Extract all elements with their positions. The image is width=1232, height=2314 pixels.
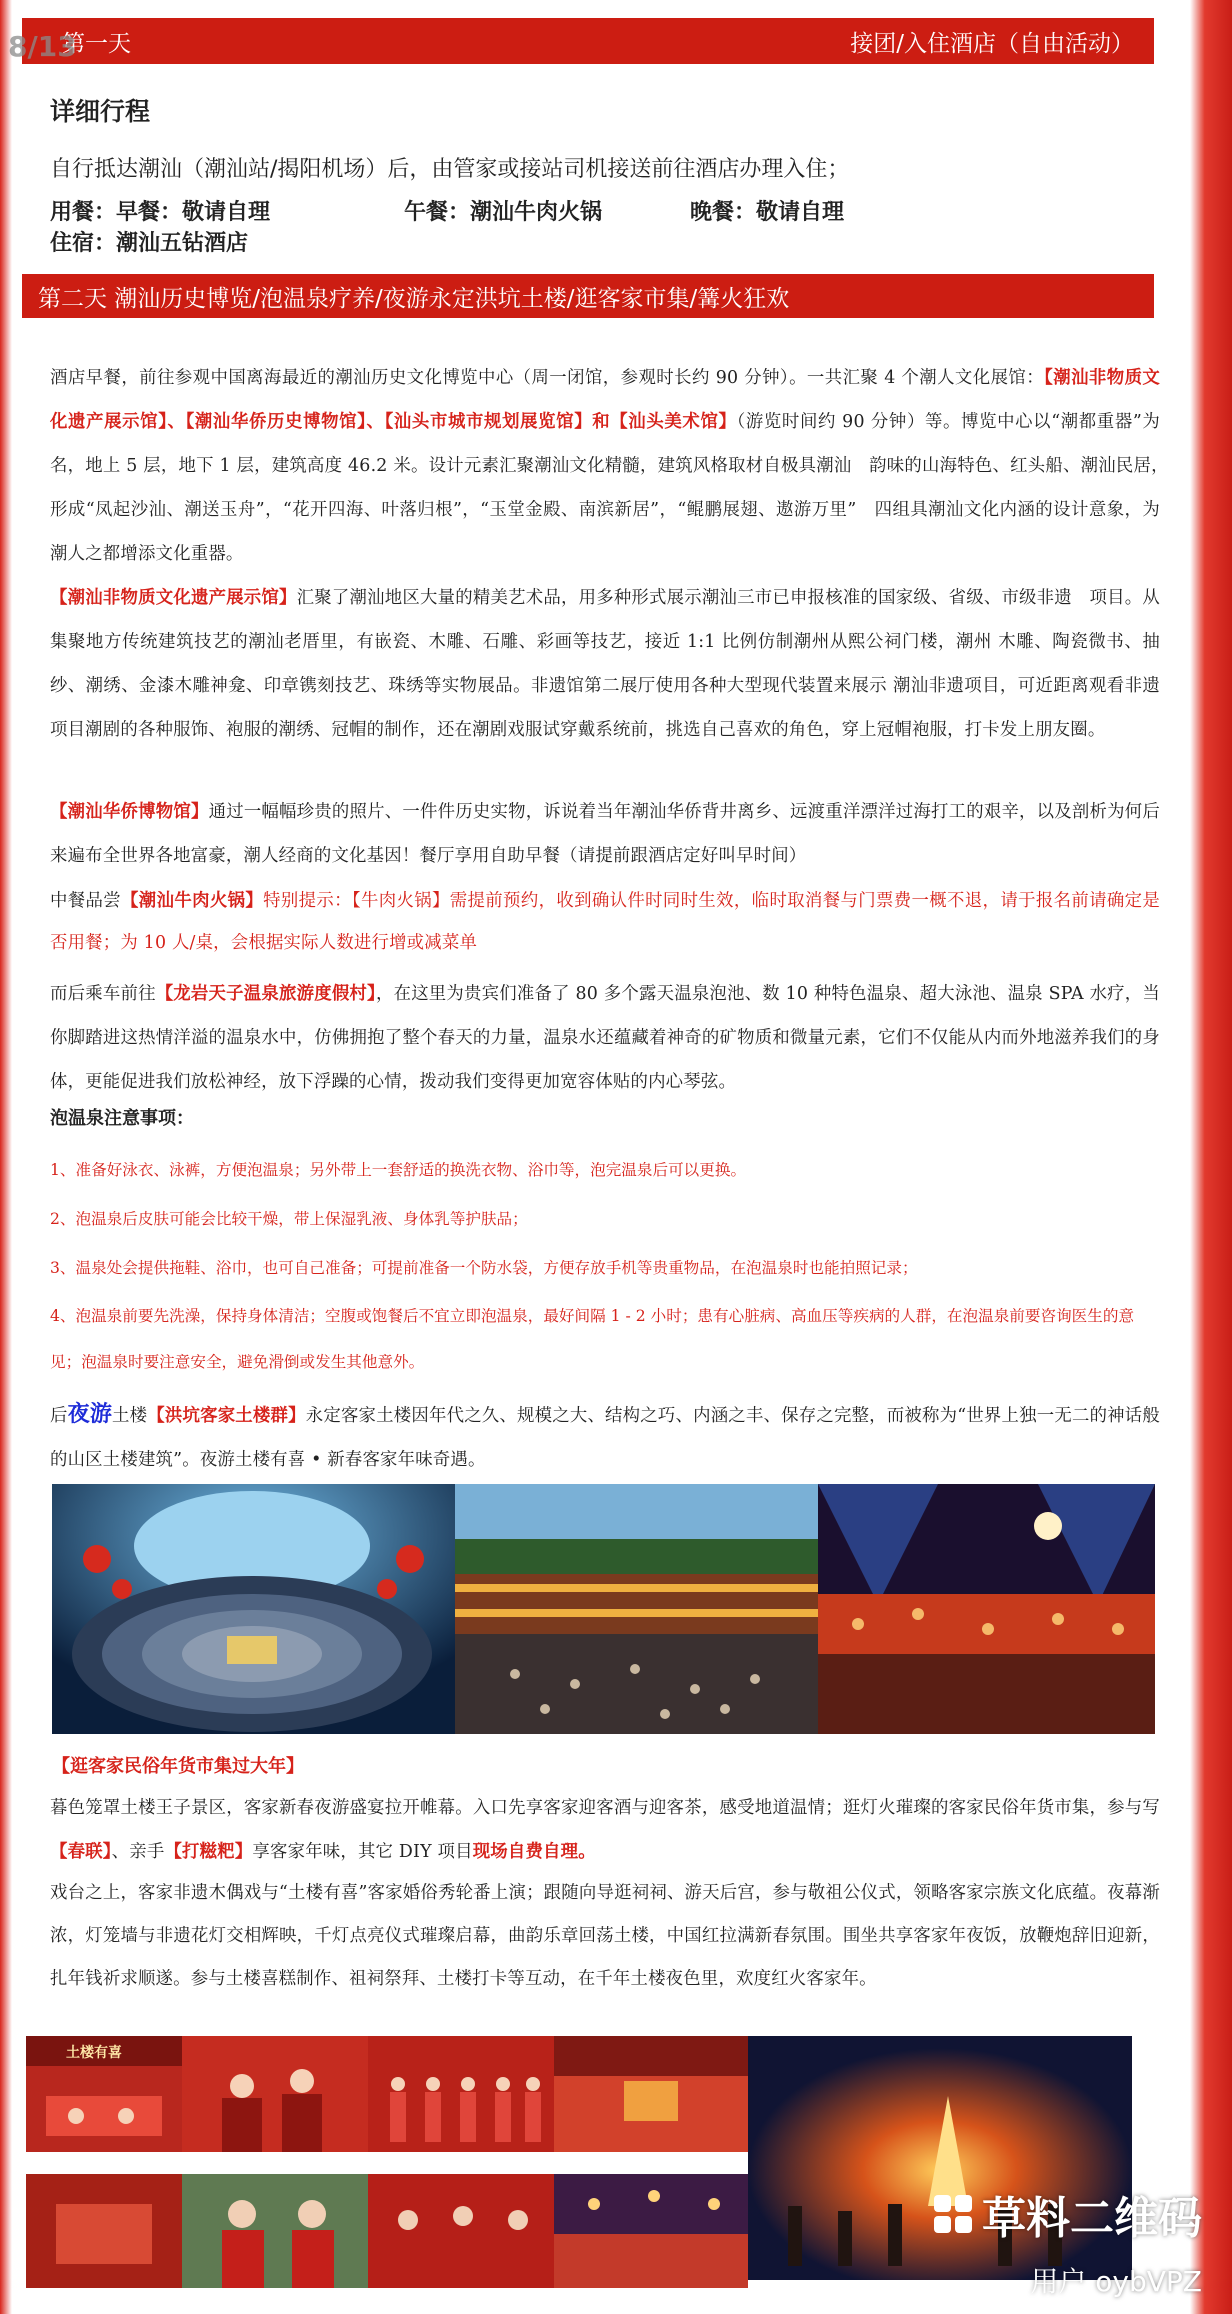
lunch-paragraph [50,880,1160,964]
qr-brand-icon [934,2195,972,2233]
wedding-hall-photo [26,2174,182,2288]
museum-intro-paragraph [50,356,1178,576]
right-decor-strip [1190,0,1232,2314]
day1-title: 第一天 [62,30,131,57]
lunch-text: 中餐品尝 [50,891,122,911]
left-decor-strip [0,0,12,2314]
overseas-museum-text: 通过一幅幅珍贵的照片、一件件历史实物，诉说着当年潮汕华侨背井离乡、远渡重洋漂洋过海打工的艰辛，以及剖析为何后来遍布全世界各地富豪，潮人经商的文化基因！餐厅享用自助早餐（请提前跟酒店定好叫早时间） [50,802,1160,866]
lunch-name: 【潮汕牛肉火锅】 [121,891,264,911]
tulou-text-c: 土楼 [112,1406,148,1426]
self-paid-note: 现场自费自理。 [472,1842,596,1862]
hot-spring-resort: 【龙岩天子温泉旅游度假村】 [155,984,376,1004]
hot-spring-text: ，在这里为贵宾们准备了 80 多个露天温泉泡池、数 10 种特色温泉、超大泳池、温泉 SPA 水疗，当你脚踏进这热情洋溢的温泉水中，仿佛拥抱了整个春天的力量，温泉水还蕴藏着神奇的矿物质和微量元素，它们不仅能从内而外地滋养我们的身体，更能促进我们放松神经，放下浮躁的心情，拨动我们变得更加宽容体贴的内心琴弦。 [50,984,1160,1092]
overseas-museum-paragraph [50,790,1160,878]
night-banquet-photo [554,2174,748,2288]
heritage-hall-text: 汇聚了潮汕地区大量的精美艺术品，用多种形式展示潮汕三市已申报核准的国家级、省级、市级非遗 项目。从集聚地方传统建筑技艺的潮汕老厝里，有嵌瓷、木雕、石雕、彩画等技艺，接近 1:1 比例仿制潮州从熙公祠门楼，潮州 木雕、陶瓷微书、抽纱、潮绣、金漆木雕神龛、印章镌刻技艺、珠绣等实物展品。非遗馆第二展厅使用各种大型现代装置来展示 潮汕非遗项目，可近距离观看非遗项目潮剧的各种服饰、袍服的潮绣、冠帽的制作，还在潮剧戏服试穿戴系统前，挑选自己喜欢的角色，穿上冠帽袍服，打卡发上朋友圈。 [50,588,1160,740]
museum-intro-text: 酒店早餐，前往参观中国离海最近的潮汕历史文化博览中心（周一闭馆，参观时长约 90 分钟）。一共汇聚 4 个潮人文化展馆： [50,368,1045,388]
tulou-cluster-name: 【洪坑客家土楼群】 [147,1406,306,1426]
watermark-brand [934,2182,1202,2246]
market-text-e: 享客家年味，其它 DIY 项目 [252,1842,473,1862]
day1-header-bar [22,18,1154,64]
wedding-procession-photo [182,2036,368,2152]
costumed-guests-photo [182,2174,368,2288]
note-item: 1、准备好泳衣、泳裤，方便泡温泉；另外带上一套舒适的换洗衣物、浴巾等，泡完温泉后可以更换。 [50,1161,747,1179]
overseas-museum-name: 【潮汕华侨博物馆】 [50,802,209,822]
tulou-description: 永定客家土楼因年代之久、规模之大、结构之巧、内涵之丰、保存之完整，而被称为“世界上独一无二的神话般的山区土楼建筑”。夜游土楼有喜 • 新春客家年味奇遇。 [50,1406,1160,1470]
stay-text: 住宿：潮汕五钻酒店 [50,231,249,256]
outdoor-stage-photo [554,2036,748,2152]
heritage-hall-name: 【潮汕非物质文化遗产展示馆】 [50,588,297,608]
watermark-brand-text: 草料二维码 [982,2193,1202,2244]
hot-spring-paragraph [50,972,1160,1104]
market-paragraph [50,1786,1160,1874]
watermark-user: 用户 oybVPZ [1030,2265,1202,2298]
red-costume-crowd-photo [368,2174,554,2288]
meal-dinner: 晚餐：敬请自理 [690,200,845,225]
note-item: 2、泡温泉后皮肤可能会比较干燥，带上保湿乳液、身体乳等护肤品； [50,1210,528,1228]
wedding-stage-photo [26,2036,182,2152]
hot-spring-notes [50,1146,1160,1385]
hot-spring-intro: 而后乘车前往 [50,984,156,1004]
market-text-c: 、亲手 [111,1842,165,1862]
museum-list: 【潮汕非物质文化遗产展示馆】、【潮汕华侨历史博物馆】、【汕头市城市规划展览馆】和【汕头美术馆】 [50,368,1160,432]
opera-paragraph: 戏台之上，客家非遗木偶戏与“土楼有喜”客家婚俗秀轮番上演；跟随向导逛祠祠、游天后宫，参与敬祖公仪式，领略客家宗族文化底蕴。夜幕渐浓，灯笼墙与非遗花灯交相辉映，千灯点亮仪式璀璨启幕，曲韵乐章回荡土楼，中国红拉满新春氛围。围坐共享客家年夜饭，放鞭炮辞旧迎新，扎年钱祈求顺遂。参与土楼喜糕制作、祖祠祭拜、土楼打卡等互动，在千年土楼夜色里，欢度红火客家年。 [50,1883,1160,1989]
arrival-text: 自行抵达潮汕（潮汕站/揭阳机场）后，由管家或接站司机接送前往酒店办理入住； [50,157,850,182]
note-item: 3、温泉处会提供拖鞋、浴巾，也可自己准备；可提前准备一个防水袋，方便存放手机等贵重物品，在泡温泉时也能拍照记录； [50,1259,918,1277]
tulou-crowd-photo [455,1484,818,1734]
tulou-text-a: 后 [50,1406,68,1426]
page-counter: 8/13 [8,30,77,63]
museum-description: （游览时间约 90 分钟）等。博览中心以“潮都重器”为名，地上 5 层，地下 1 层，建筑高度 46.2 米。设计元素汇聚潮汕文化精髓，建筑风格取材自极具潮汕 韵味的山海特色、红头船、潮汕民居， 形成“凤起沙汕、潮送玉舟”，“花开四海、叶落归根”，“玉堂金殿、南滨新居”，“鲲鹏展翅、遨游万里” 四组具潮汕文化内涵的设计意象，为潮人之都增添文化重器。 [50,412,1178,564]
detail-heading: 详细行程 [50,97,151,126]
day2-title: 第二天 潮汕历史博览/泡温泉疗养/夜游永定洪坑土楼/逛客家市集/篝火狂欢 [38,285,790,312]
meal-lunch: 午餐：潮汕牛肉火锅 [404,200,603,225]
spring-couplets: 【春联】 [50,1842,112,1862]
rice-cake-activity: 【打糍粑】 [164,1842,253,1862]
note-item: 4、泡温泉前要先洗澡，保持身体清洁；空腹或饱餐后不宜立即泡温泉，最好间隔 1 - 2 小时；患有心脏病、高血压等疾病的人群，在泡温泉前要咨询医生的意见；泡温泉时要注意安全，避免滑倒或发生其他意外。 [50,1307,1135,1371]
tulou-interior-photo [52,1484,455,1734]
night-tour-highlight: 夜游 [67,1401,113,1427]
tulou-night-paragraph [50,1392,1160,1482]
photo-sign-text: 土楼有喜 [66,2045,122,2061]
performers-row-photo [368,2036,554,2152]
lunch-notice: 特别提示：【牛肉火锅】需提前预约，收到确认件时同时生效，临时取消餐与门票费一概不退，请于报名前请确定是否用餐；为 10 人/桌，会根据实际人数进行增或减菜单 [50,891,1160,953]
stage-performance-photo [818,1484,1155,1734]
hot-spring-notes-title: 泡温泉注意事项： [50,1108,194,1129]
meal-breakfast: 用餐：早餐：敬请自理 [50,200,271,225]
day2-header-bar [22,274,1154,318]
market-heading: 【逛客家民俗年货市集过大年】 [52,1756,304,1777]
day1-summary: 接团/入住酒店（自由活动） [850,30,1134,57]
heritage-hall-paragraph [50,576,1160,752]
market-text-a: 暮色笼罩土楼王子景区，客家新春夜游盛宴拉开帷幕。入口先享客家迎客酒与迎客茶，感受地道温情；逛灯火璀璨的客家民俗年货市集，参与写 [50,1798,1160,1818]
